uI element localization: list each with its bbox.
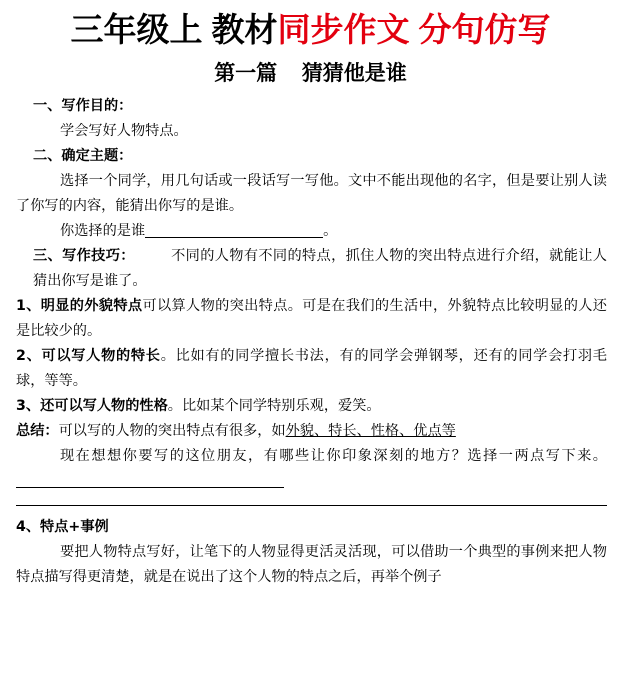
list-item-2: [16, 344, 607, 394]
list-item-3-text: 。比如某个同学特别乐观，爱笑。: [167, 398, 381, 414]
list-item-3-number: 3、: [16, 398, 41, 414]
paragraph-reflection: [16, 444, 607, 494]
list-item-4: 4、特点+事例: [16, 519, 109, 535]
reflection-blank-line[interactable]: [16, 472, 284, 488]
summary-line: [16, 419, 607, 444]
title-part-textbook: 教材: [211, 10, 278, 49]
list-item-1-text: 可以算人物的突出特点。可是在我们的生活中，外貌特点比较明显的人还是比较少的。: [16, 298, 607, 339]
page-subtitle: [0, 57, 621, 87]
list-item-1-number: 1、: [16, 298, 41, 314]
list-item-2-text: 。比如有的同学擅长书法，有的同学会弹钢琴，还有的同学会打羽毛球，等等。: [16, 348, 607, 389]
reflection-text: 现在想想你要写的这位朋友，有哪些让你印象深刻的地方？选择一两点写下来。: [60, 448, 607, 464]
title-banner: [0, 4, 621, 51]
paragraph-choice: [16, 219, 607, 244]
heading-skills: 三、写作技巧：: [33, 248, 135, 264]
title-part-grade: 三年级上: [70, 10, 203, 49]
summary-underlined-terms: 外貌、特长、性格、优点等: [285, 423, 456, 439]
list-item-3-bold: 还可以写人物的性格: [40, 398, 168, 414]
document-body: [0, 94, 621, 590]
choice-period: 。: [323, 223, 338, 239]
summary-label: 总结：: [16, 423, 59, 439]
list-item-3: [16, 394, 607, 419]
paragraph-purpose: 学会写好人物特点。: [60, 123, 188, 139]
list-item-1-bold: 明显的外貌特点: [40, 298, 143, 314]
list-item-2-bold: 可以写人物的特长: [41, 348, 161, 364]
heading-purpose: 一、写作目的：: [33, 98, 133, 114]
choice-blank-line[interactable]: [145, 222, 323, 238]
document-page: [0, 4, 621, 690]
list-item-1: [16, 294, 607, 344]
skills-text: 不同的人物有不同的特点，抓住人物的突出特点进行介绍，就能让人猜出你写是谁了。: [33, 248, 607, 289]
spacer: [16, 506, 607, 515]
paragraph-skills: [16, 244, 607, 294]
paragraph-example: 要把人物特点写好，让笔下的人物显得更活灵活现，可以借助一个典型的事例来把人物特点描写得更清楚，就是在说出了这个人物的特点之后，再举个例子: [16, 544, 607, 585]
title-part-imitation: 分句仿写: [418, 10, 551, 49]
list-item-2-number: 2、: [16, 348, 42, 364]
title-part-sync: 同步作文: [277, 10, 410, 49]
subtitle-text: 猜猜他是谁: [301, 61, 407, 85]
paragraph-theme: 选择一个同学，用几句话或一段话写一写他。文中不能出现他的名字，但是要让别人读了你写的内容，能猜出你写的是谁。: [16, 173, 607, 214]
subtitle-prefix: 第一篇: [214, 61, 278, 85]
summary-text: 可以写的人物的突出特点有很多，如: [58, 423, 286, 439]
choice-prompt: 你选择的是谁: [60, 223, 146, 239]
heading-theme: 二、确定主题：: [33, 148, 133, 164]
